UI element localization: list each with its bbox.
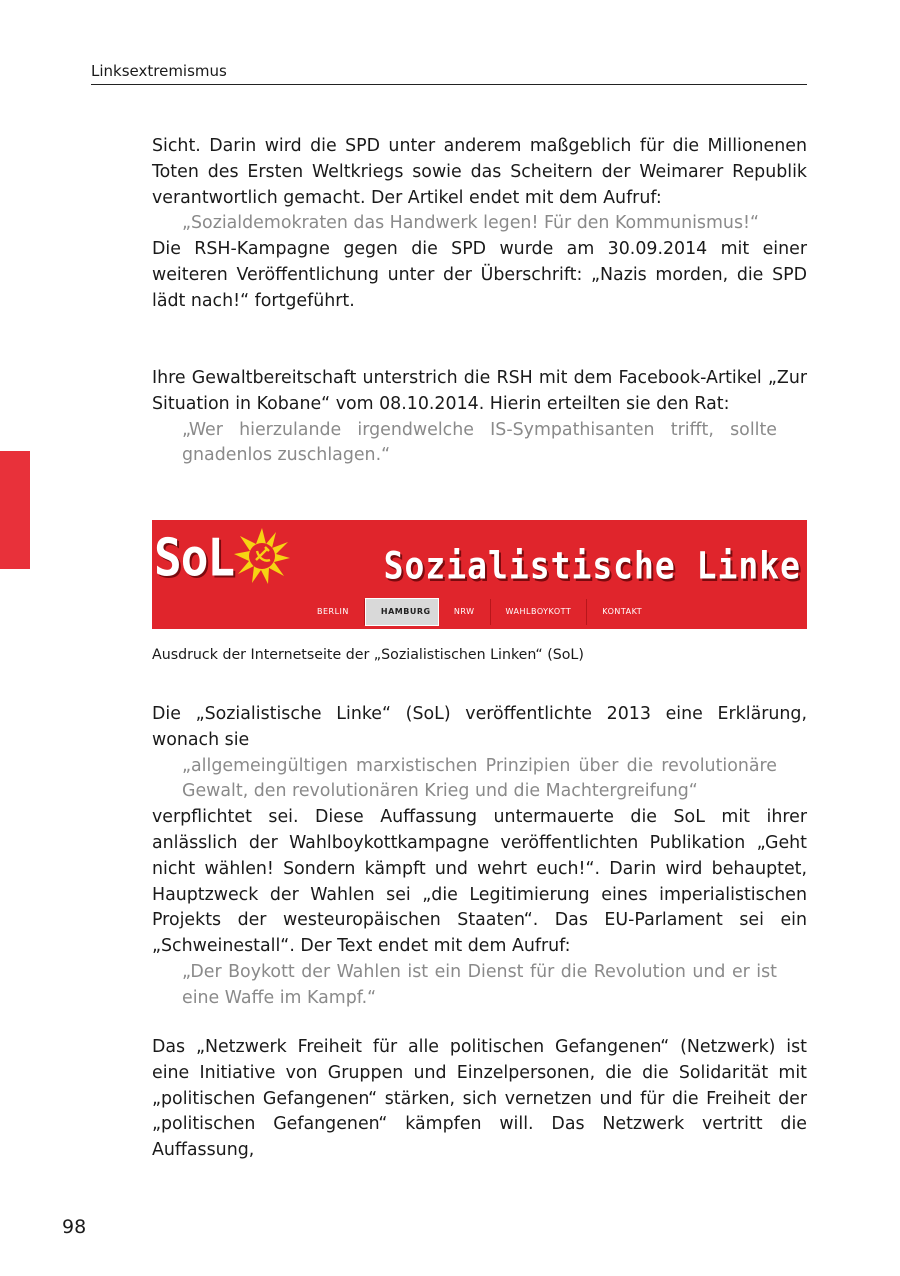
text-block-4 (152, 1035, 807, 1164)
text-block-3 (152, 702, 807, 1012)
star-sun-icon (232, 526, 292, 586)
quotation: „allgemeingültigen marxistischen Prinzipien über die revolutionäre Gewalt, den revolutionären Krieg und die Machtergreifung“ (182, 755, 777, 802)
quotation: „Sozialdemokraten das Handwerk legen! Für den Kommunismus!“ (182, 213, 759, 234)
paragraph: Ihre Gewaltbereitschaft unterstrich die RSH mit dem Facebook-Artikel „Zur Situation in Kobane“ vom 08.10.2014. Hierin erteilten sie den Rat: (152, 368, 807, 414)
chapter-marker (0, 451, 30, 569)
paragraph: Die RSH-Kampagne gegen die SPD wurde am 30.09.2014 mit einer weiteren Veröffentlichung unter der Überschrift: „Nazis morden, die SPD lädt nach!“ fortgeführt. (152, 239, 807, 311)
website-screenshot (152, 520, 807, 629)
text-block-1 (152, 134, 807, 315)
quotation: „Der Boykott der Wahlen ist ein Dienst für die Revolution und er ist eine Waffe im Kampf.“ (182, 961, 777, 1008)
quotation: „Wer hierzulande irgendwelche IS-Sympathisanten trifft, sollte gnadenlos zuschlagen.“ (182, 419, 777, 466)
nav-item-berlin[interactable]: BERLIN (302, 599, 365, 625)
paragraph: Die „Sozialistische Linke“ (SoL) veröffentlichte 2013 eine Erklärung, wonach sie (152, 704, 807, 750)
running-header: Linksextremismus (91, 60, 807, 85)
site-name: Sozialistische Linke (383, 544, 801, 588)
nav-item-kontakt[interactable]: KONTAKT (602, 607, 643, 616)
paragraph: verpflichtet sei. Diese Auffassung untermauerte die SoL mit ihrer anlässlich der Wahlboykottkampagne veröffentlichten Publikation „Geht nicht wählen! Sondern kämpft und wehrt euch!“. Darin wird behauptet, Hauptzweck der Wahlen sei „die Legitimierung eines imperialistischen Projekts der westeuropäischen Staaten“. Das EU-Parlament sei ein „Schweinestall“. Der Text endet mit dem Aufruf: (152, 807, 807, 957)
sol-logo-text: SoL (154, 527, 235, 588)
nav-item-hamburg[interactable]: HAMBURG (365, 598, 439, 626)
figure-caption: Ausdruck der Internetseite der „Sozialistischen Linken“ (SoL) (152, 647, 584, 663)
nav-item-wahlboykott[interactable]: WAHLBOYKOTT (491, 599, 588, 625)
site-navigation (302, 598, 657, 626)
nav-item-nrw[interactable]: NRW (439, 599, 491, 625)
text-block-2 (152, 366, 807, 469)
paragraph: Sicht. Darin wird die SPD unter anderem maßgeblich für die Millionenen Toten des Ersten Weltkriegs sowie das Scheitern der Weimarer Republik verantwortlich gemacht. Der Artikel endet mit dem Aufruf: (152, 136, 807, 208)
page-number: 98 (62, 1216, 87, 1238)
paragraph: Das „Netzwerk Freiheit für alle politischen Gefangenen“ (Netzwerk) ist eine Initiative von Gruppen und Einzelpersonen, die die Solidarität mit „politischen Gefangenen“ stärken, sich vernetzen und für die Freiheit der „politischen Gefangenen“ kämpfen will. Das Netzwerk vertritt die Auffassung, (152, 1037, 807, 1161)
